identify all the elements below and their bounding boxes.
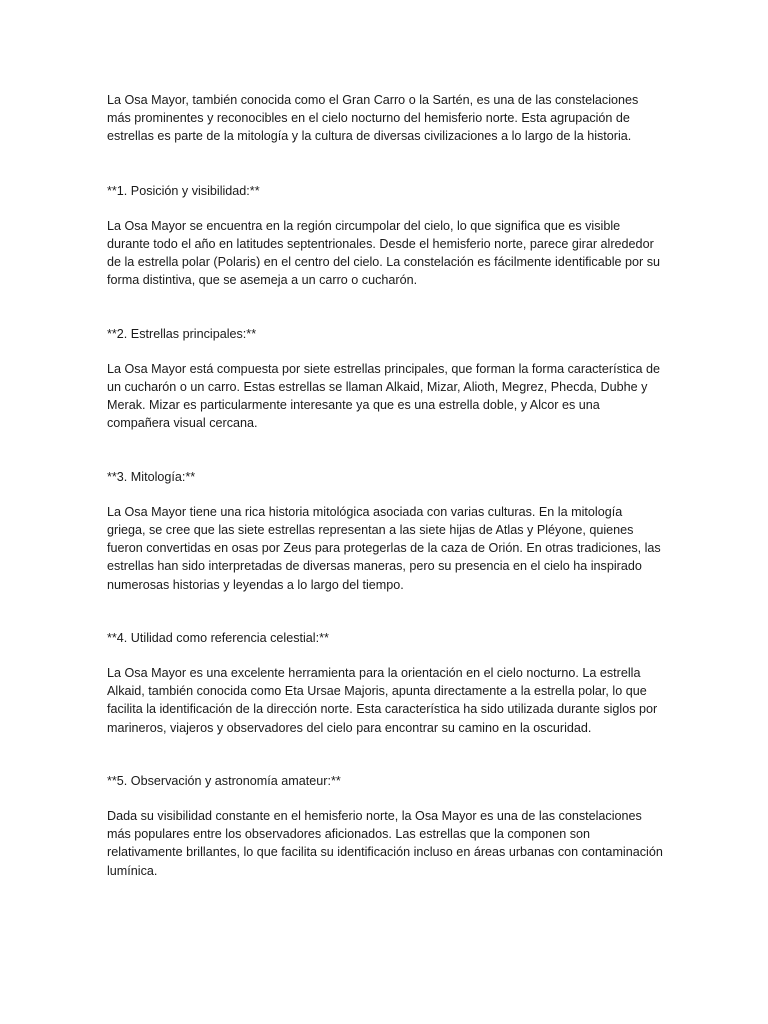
section-heading: **1. Posición y visibilidad:** (107, 183, 260, 198)
section-amateur-astronomy (107, 772, 663, 880)
intro-paragraph: La Osa Mayor, también conocida como el Gran Carro o la Sartén, es una de las constelaciones más prominentes y reconocibles en el cielo nocturno del hemisferio norte. Esta agrupación de estrellas es parte de la mitología y la cultura de diversas civilizaciones a lo largo de la historia. (107, 93, 639, 144)
document-page (107, 91, 663, 915)
section-heading: **3. Mitología:** (107, 469, 196, 484)
section-body: La Osa Mayor se encuentra en la región circumpolar del cielo, lo que significa que es visible durante todo el año en latitudes septentrionales. Desde el hemisferio norte, parece girar alrededor de la estrella polar (Polaris) en el centro del cielo. La constelación es fácilmente identificable por su forma distintiva, que se asemeja a un carro o cucharón. (107, 218, 661, 288)
section-heading: **2. Estrellas principales:** (107, 326, 257, 341)
section-body: La Osa Mayor está compuesta por siete estrellas principales, que forman la forma característica de un cucharón o un carro. Estas estrellas se llaman Alkaid, Mizar, Alioth, Megrez, Phecda, Dubhe y Merak. Mizar es particularmente interesante ya que es una estrella doble, y Alcor es una compañera visual cercana. (107, 361, 660, 431)
section-body: La Osa Mayor es una excelente herramienta para la orientación en el cielo nocturno. La estrella Alkaid, también conocida como Eta Ursae Majoris, apunta directamente a la estrella polar, lo que facilita la identificación de la dirección norte. Esta característica ha sido utilizada durante siglos por marineros, viajeros y observadores del cielo para encontrar su camino en la oscuridad. (107, 666, 658, 735)
section-main-stars (107, 325, 663, 433)
section-body: Dada su visibilidad constante en el hemisferio norte, la Osa Mayor es una de las constelaciones más populares entre los observadores aficionados. Las estrellas que la componen son relativamente brillantes, lo que facilita su identificación incluso en áreas urbanas con contaminación lumínica. (107, 809, 663, 878)
section-body: La Osa Mayor tiene una rica historia mitológica asociada con varias culturas. En la mitología griega, se cree que las siete estrellas representan a las siete hijas de Atlas y Pléyone, quienes fueron convertidas en osas por Zeus para protegerlas de la caza de Orión. En otras tradiciones, las estrellas han sido interpretadas de diversas maneras, pero su presencia en el cielo ha inspirado numerosas historias y leyendas a lo largo del tiempo. (107, 504, 661, 592)
section-heading: **4. Utilidad como referencia celestial:** (107, 630, 329, 645)
section-mythology (107, 468, 663, 594)
section-heading: **5. Observación y astronomía amateur:** (107, 773, 341, 788)
section-celestial-reference (107, 629, 663, 737)
section-position-visibility (107, 182, 663, 290)
